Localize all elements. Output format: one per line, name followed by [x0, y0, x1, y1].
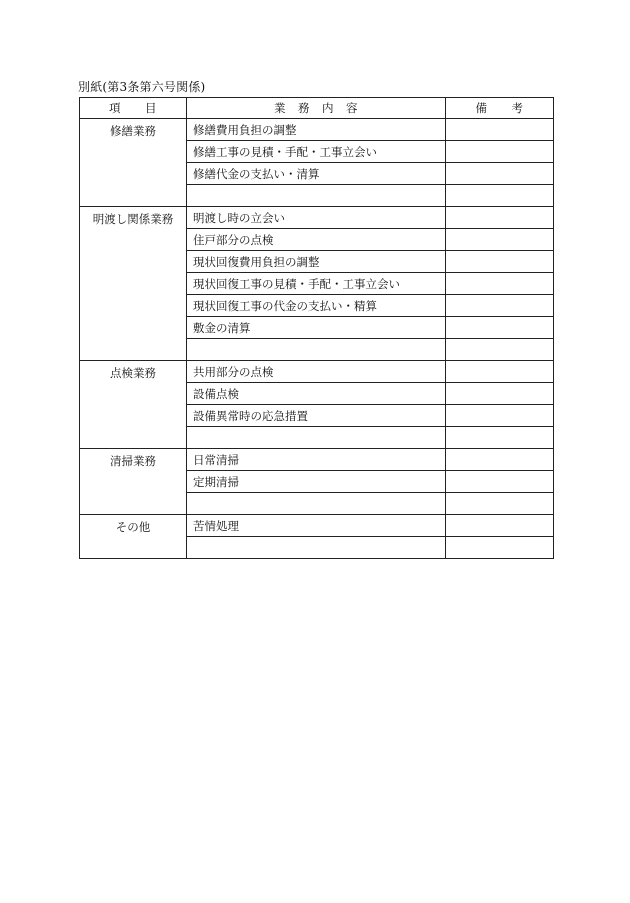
- task-cell: [187, 537, 446, 559]
- remarks-cell: [446, 119, 554, 141]
- category-repair: 修繕業務: [80, 119, 187, 207]
- header-item: 項 目: [80, 98, 187, 119]
- task-cell: [187, 493, 446, 515]
- remarks-cell: [446, 537, 554, 559]
- remarks-cell: [446, 163, 554, 185]
- task-cell: 修繕工事の見積・手配・工事立会い: [187, 141, 446, 163]
- task-cell: 住戸部分の点検: [187, 229, 446, 251]
- task-cell: [187, 427, 446, 449]
- remarks-cell: [446, 405, 554, 427]
- task-cell: 現状回復費用負担の調整: [187, 251, 446, 273]
- table-row: [80, 207, 554, 229]
- table-row: [80, 119, 554, 141]
- task-cell: 修繕代金の支払い・清算: [187, 163, 446, 185]
- task-cell: 修繕費用負担の調整: [187, 119, 446, 141]
- remarks-cell: [446, 141, 554, 163]
- category-cleaning: 清掃業務: [80, 449, 187, 515]
- remarks-cell: [446, 449, 554, 471]
- header-remarks: 備 考: [446, 98, 554, 119]
- remarks-cell: [446, 339, 554, 361]
- remarks-cell: [446, 515, 554, 537]
- remarks-cell: [446, 295, 554, 317]
- header-content: 業 務 内 容: [187, 98, 446, 119]
- remarks-cell: [446, 273, 554, 295]
- task-cell: [187, 339, 446, 361]
- remarks-cell: [446, 185, 554, 207]
- remarks-cell: [446, 427, 554, 449]
- table-row: [80, 515, 554, 537]
- task-cell: 苦情処理: [187, 515, 446, 537]
- remarks-cell: [446, 207, 554, 229]
- task-cell: 現状回復工事の代金の支払い・精算: [187, 295, 446, 317]
- task-cell: 設備異常時の応急措置: [187, 405, 446, 427]
- task-cell: 共用部分の点検: [187, 361, 446, 383]
- remarks-cell: [446, 361, 554, 383]
- category-move-out: 明渡し関係業務: [80, 207, 187, 361]
- document-caption: 別紙(第3条第六号関係): [78, 80, 206, 94]
- task-cell: 敷金の清算: [187, 317, 446, 339]
- task-cell: 明渡し時の立会い: [187, 207, 446, 229]
- remarks-cell: [446, 383, 554, 405]
- table-row: [80, 361, 554, 383]
- remarks-cell: [446, 493, 554, 515]
- remarks-cell: [446, 317, 554, 339]
- remarks-cell: [446, 251, 554, 273]
- remarks-cell: [446, 229, 554, 251]
- task-cell: [187, 185, 446, 207]
- category-inspection: 点検業務: [80, 361, 187, 449]
- task-cell: 設備点検: [187, 383, 446, 405]
- table-row: [80, 449, 554, 471]
- table-header-row: [80, 98, 554, 119]
- category-other: その他: [80, 515, 187, 559]
- remarks-cell: [446, 471, 554, 493]
- management-duties-table: [79, 97, 554, 559]
- task-cell: 日常清掃: [187, 449, 446, 471]
- task-cell: 現状回復工事の見積・手配・工事立会い: [187, 273, 446, 295]
- task-cell: 定期清掃: [187, 471, 446, 493]
